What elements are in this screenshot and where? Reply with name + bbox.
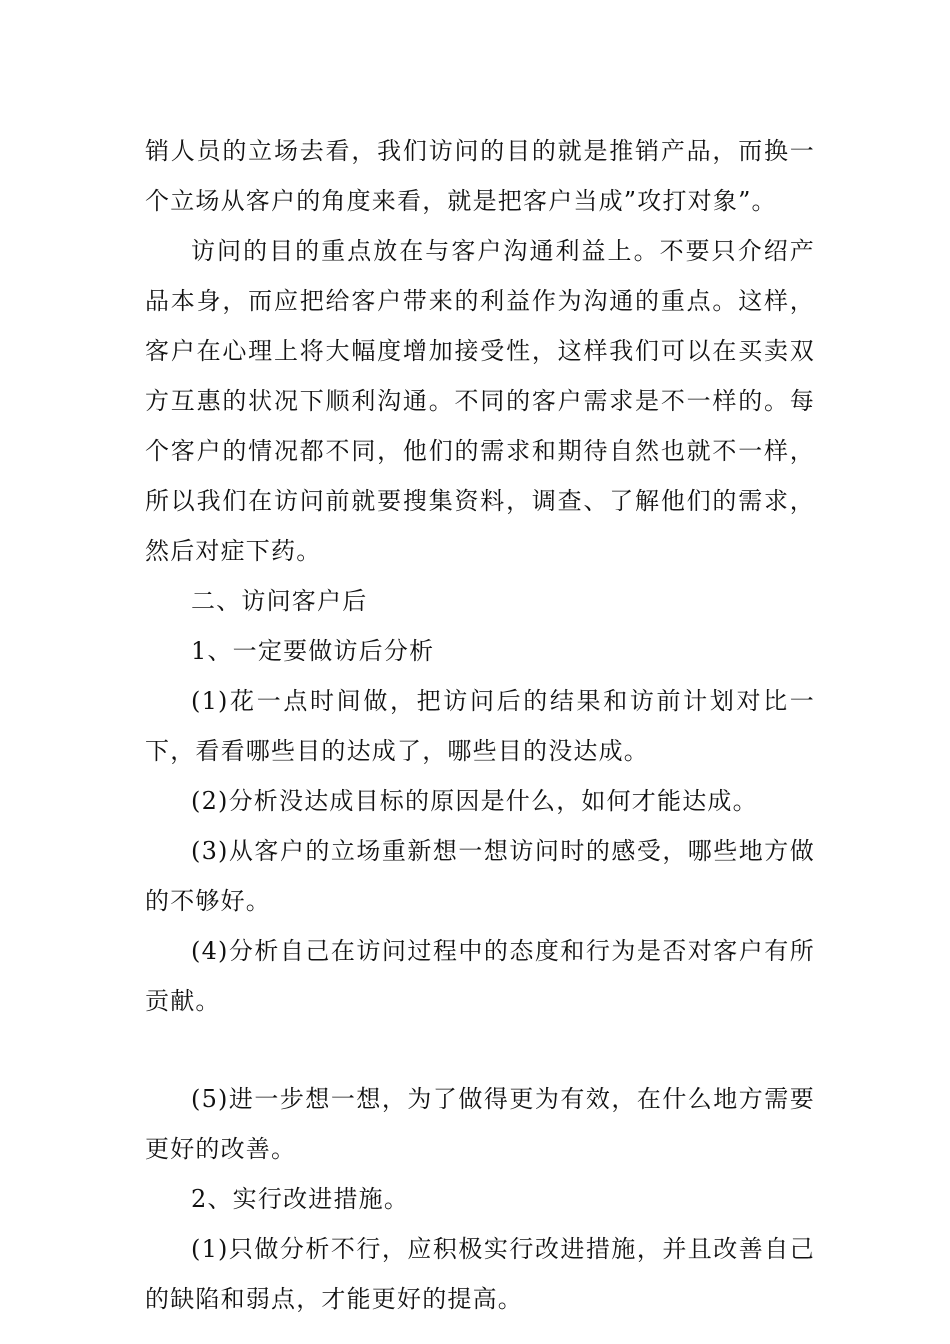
subheading-improvement-measures: 2、实行改进措施。 <box>191 1185 410 1213</box>
subheading-post-visit-analysis: 1、一定要做访后分析 <box>191 637 435 665</box>
list-item-2: (2)分析没达成目标的原因是什么，如何才能达成。 <box>191 787 758 815</box>
list-item-3: (3)从客户的立场重新想一想访问时的感受，哪些地方做的不够好。 <box>145 837 815 915</box>
paragraph-visit-purpose: 访问的目的重点放在与客户沟通利益上。不要只介绍产品本身，而应把给客户带来的利益作为沟通的重点。这样，客户在心理上将大幅度增加接受性，这样我们可以在买卖双方互惠的状况下顺利沟通。不同的客户需求是不一样的。每个客户的情况都不同，他们的需求和期待自然也就不一样，所以我们在访问前就要搜集资料，调查、了解他们的需求，然后对症下药。 <box>145 237 815 565</box>
list-item-1: (1)花一点时间做，把访问后的结果和访前计划对比一下，看看哪些目的达成了，哪些目的没达成。 <box>145 687 815 765</box>
list-item-improvement-1: (1)只做分析不行，应积极实行改进措施，并且改善自己的缺陷和弱点，才能更好的提高。 <box>145 1235 815 1313</box>
section-heading-after-visit: 二、访问客户后 <box>191 587 368 615</box>
document-body <box>145 126 815 1324</box>
paragraph-continuation: 销人员的立场去看，我们访问的目的就是推销产品，而换一个立场从客户的角度来看，就是把客户当成”攻打对象”。 <box>145 137 815 215</box>
list-item-5: (5)进一步想一想，为了做得更为有效，在什么地方需要更好的改善。 <box>145 1085 815 1163</box>
list-item-4: (4)分析自己在访问过程中的态度和行为是否对客户有所贡献。 <box>145 937 815 1015</box>
